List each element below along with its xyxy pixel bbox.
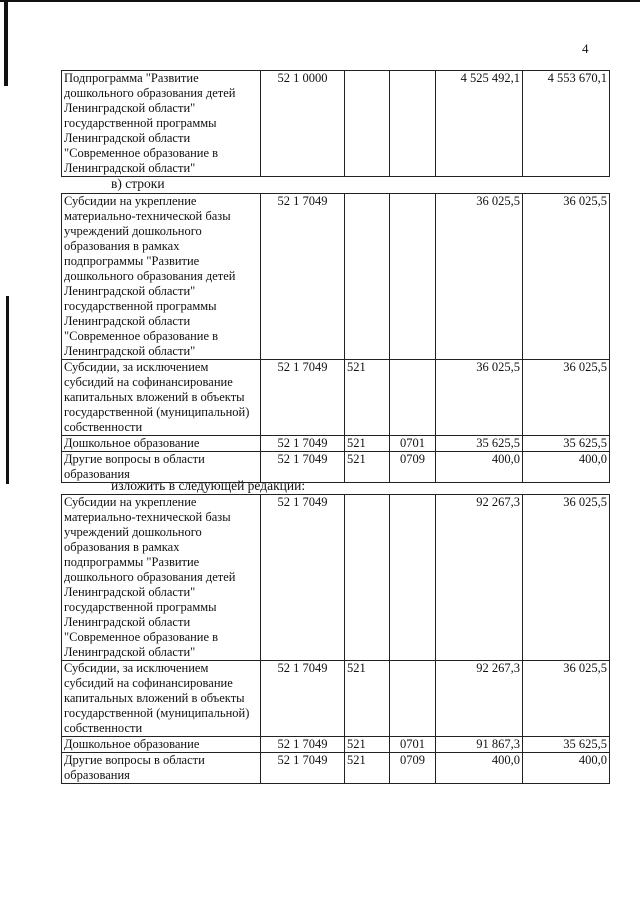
section-code-cell — [390, 71, 436, 177]
section-code-cell: 0709 — [390, 753, 436, 784]
amount-year1-cell: 400,0 — [436, 753, 523, 784]
amount-year2-cell: 36 025,5 — [523, 194, 610, 360]
section-code-cell — [390, 194, 436, 360]
section-code-cell — [390, 495, 436, 661]
expense-type-cell: 521 — [345, 737, 390, 753]
expense-type-cell: 521 — [345, 452, 390, 483]
table-row — [62, 194, 610, 360]
amount-year2-cell: 35 625,5 — [523, 436, 610, 452]
name-cell: Дошкольное образование — [62, 737, 261, 753]
table-row — [62, 71, 610, 177]
table-old-body — [62, 194, 610, 483]
target-code-cell: 52 1 7049 — [261, 495, 345, 661]
amount-year1-cell: 92 267,3 — [436, 495, 523, 661]
amount-year1-cell: 36 025,5 — [436, 194, 523, 360]
table-row — [62, 753, 610, 784]
amount-year2-cell: 35 625,5 — [523, 737, 610, 753]
expense-type-cell — [345, 71, 390, 177]
amount-year1-cell: 92 267,3 — [436, 661, 523, 737]
amount-year2-cell: 36 025,5 — [523, 661, 610, 737]
amount-year2-cell: 36 025,5 — [523, 360, 610, 436]
target-code-cell: 52 1 7049 — [261, 452, 345, 483]
table-new-body — [62, 495, 610, 784]
amount-year1-cell: 36 025,5 — [436, 360, 523, 436]
target-code-cell: 52 1 0000 — [261, 71, 345, 177]
name-cell: Дошкольное образование — [62, 436, 261, 452]
amount-year2-cell: 400,0 — [523, 452, 610, 483]
name-cell: Субсидии, за исключением субсидий на софинансирование капитальных вложений в объекты государственной (муниципальной) собственности — [62, 661, 261, 737]
table-row — [62, 360, 610, 436]
target-code-cell: 52 1 7049 — [261, 436, 345, 452]
expense-type-cell — [345, 495, 390, 661]
table-row — [62, 436, 610, 452]
amount-year1-cell: 91 867,3 — [436, 737, 523, 753]
expense-type-cell — [345, 194, 390, 360]
table-row — [62, 737, 610, 753]
target-code-cell: 52 1 7049 — [261, 360, 345, 436]
name-cell: Субсидии на укрепление материально-технической базы учреждений дошкольного образования в рамках подпрограммы "Развитие дошкольного образования детей Ленинградской области" государственной программы Ленинградской области "Современное образование в Ленинградской области" — [62, 495, 261, 661]
name-cell: Субсидии, за исключением субсидий на софинансирование капитальных вложений в объекты государственной (муниципальной) собственности — [62, 360, 261, 436]
section-code-cell: 0709 — [390, 452, 436, 483]
amount-year2-cell: 400,0 — [523, 753, 610, 784]
table-new-rows — [61, 494, 610, 784]
target-code-cell: 52 1 7049 — [261, 737, 345, 753]
table-row — [62, 495, 610, 661]
amount-year1-cell: 35 625,5 — [436, 436, 523, 452]
target-code-cell: 52 1 7049 — [261, 753, 345, 784]
amount-year1-cell: 400,0 — [436, 452, 523, 483]
table-top-body — [62, 71, 610, 177]
new-edition-heading: изложить в следующей редакции: — [111, 478, 306, 493]
target-code-cell: 52 1 7049 — [261, 661, 345, 737]
amount-year1-cell: 4 525 492,1 — [436, 71, 523, 177]
table-row — [62, 661, 610, 737]
scan-margin-bar-left-top — [4, 0, 8, 86]
expense-type-cell: 521 — [345, 360, 390, 436]
amount-year2-cell: 36 025,5 — [523, 495, 610, 661]
table-top — [61, 70, 610, 177]
page-number: 4 — [582, 41, 589, 56]
scan-margin-bar-top — [0, 0, 640, 2]
expense-type-cell: 521 — [345, 436, 390, 452]
scan-margin-bar-left-mid — [6, 296, 9, 484]
amount-year2-cell: 4 553 670,1 — [523, 71, 610, 177]
section-code-cell — [390, 360, 436, 436]
name-cell: Субсидии на укрепление материально-технической базы учреждений дошкольного образования в рамках подпрограммы "Развитие дошкольного образования детей Ленинградской области" государственной программы Ленинградской области "Современное образование в Ленинградской области" — [62, 194, 261, 360]
table-old-rows — [61, 193, 610, 483]
section-code-cell: 0701 — [390, 436, 436, 452]
section-code-cell — [390, 661, 436, 737]
section-code-cell: 0701 — [390, 737, 436, 753]
name-cell: Другие вопросы в области образования — [62, 452, 261, 483]
target-code-cell: 52 1 7049 — [261, 194, 345, 360]
name-cell: Другие вопросы в области образования — [62, 753, 261, 784]
name-cell: Подпрограмма "Развитие дошкольного образования детей Ленинградской области" государственной программы Ленинградской области "Современное образование в Ленинградской области" — [62, 71, 261, 177]
rows-heading: в) строки — [111, 176, 165, 191]
expense-type-cell: 521 — [345, 661, 390, 737]
expense-type-cell: 521 — [345, 753, 390, 784]
